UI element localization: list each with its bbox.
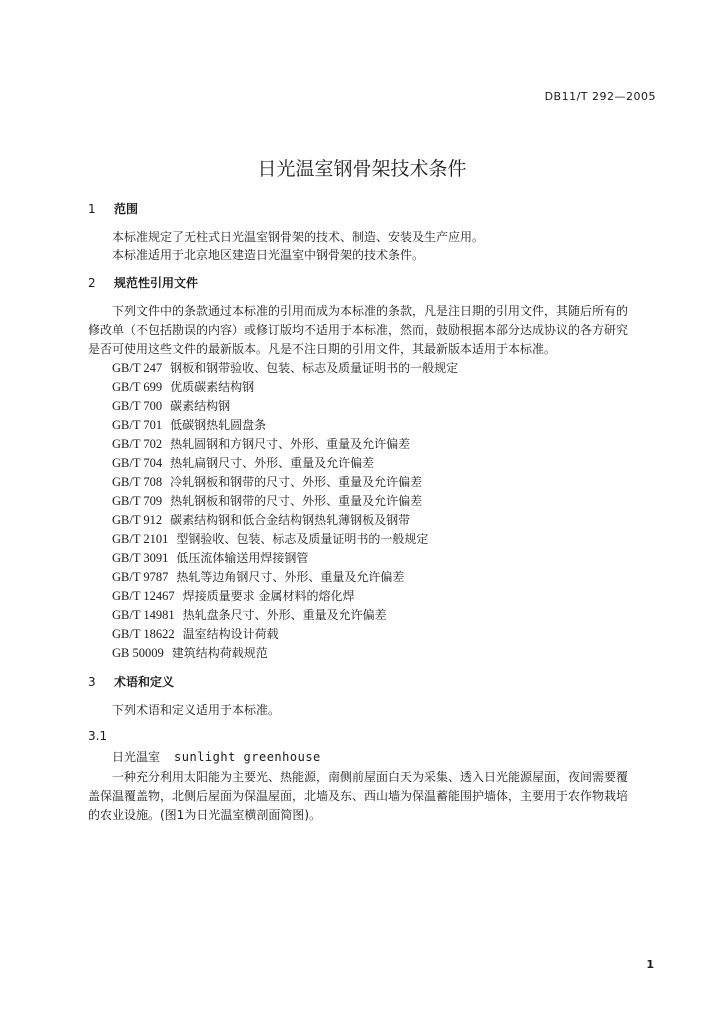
paragraph: 本标准适用于北京地区建造日光温室中钢骨架的技术条件。 [112, 248, 425, 262]
reference-title: 低压流体输送用焊接钢管 [176, 551, 309, 565]
reference-title: 碳素结构钢 [170, 399, 231, 413]
reference-item [112, 644, 268, 661]
paragraph: 一种充分利用太阳能为主要光、热能源，南侧前屋面白天为采集、透入日光能源屋面，夜间需要覆 [112, 770, 629, 784]
paragraph: 盖保温覆盖物，北侧后屋面为保温屋面，北墙及东、西山墙为保温蓄能围护墙体，主要用于农作物栽培 [88, 789, 629, 803]
reference-title: 热轧圆钢和方钢尺寸、外形、重量及允许偏差 [170, 437, 411, 451]
section-title: 术语和定义 [114, 675, 175, 689]
paragraph: 是否可使用这些文件的最新版本。凡是不注日期的引用文件，其最新版本适用于本标准。 [88, 342, 557, 356]
reference-title: 建筑结构荷载规范 [171, 646, 268, 660]
section-number: 1 [88, 202, 96, 216]
reference-code: GB/T 709 [112, 494, 163, 508]
reference-code: GB/T 700 [112, 399, 163, 413]
reference-item [112, 606, 387, 623]
term-entry [112, 748, 321, 765]
section-3-heading [88, 673, 174, 690]
reference-title: 热轧盘条尺寸、外形、重量及允许偏差 [182, 608, 387, 622]
reference-item [112, 416, 266, 433]
standard-code: DB11/T 292—2005 [544, 90, 656, 103]
reference-item [112, 587, 354, 604]
reference-item [112, 359, 458, 376]
reference-code: GB/T 708 [112, 475, 163, 489]
reference-item [112, 511, 410, 528]
subsection-number: 3.1 [88, 729, 108, 743]
reference-code: GB/T 18622 [112, 627, 175, 641]
section-number: 2 [88, 276, 96, 290]
paragraph: 的农业设施。(图1为日光温室横剖面简图)。 [88, 808, 321, 822]
reference-code: GB/T 3091 [112, 551, 169, 565]
paragraph: 本标准规定了无柱式日光温室钢骨架的技术、制造、安装及生产应用。 [112, 230, 485, 244]
paragraph: 下列文件中的条款通过本标准的引用而成为本标准的条款，凡是注日期的引用文件，其随后所有的 [112, 304, 629, 318]
reference-title: 热轧扁钢尺寸、外形、重量及允许偏差 [170, 456, 375, 470]
reference-code: GB/T 247 [112, 361, 163, 375]
reference-item [112, 435, 410, 452]
reference-item [112, 473, 422, 490]
section-title: 规范性引用文件 [114, 276, 199, 290]
reference-title: 焊接质量要求 金属材料的熔化焊 [182, 589, 355, 603]
reference-code: GB/T 702 [112, 437, 163, 451]
page-number: 1 [646, 958, 654, 971]
section-number: 3 [88, 675, 96, 689]
reference-item [112, 492, 422, 509]
reference-title: 型钢验收、包装、标志及质量证明书的一般规定 [176, 532, 429, 546]
term-chinese: 日光温室 [112, 750, 161, 764]
reference-code: GB/T 9787 [112, 570, 169, 584]
reference-item [112, 397, 230, 414]
reference-item [112, 568, 404, 585]
reference-item [112, 530, 428, 547]
reference-code: GB 50009 [112, 646, 164, 660]
paragraph: 下列术语和定义适用于本标准。 [112, 703, 281, 717]
reference-title: 冷轧钢板和钢带的尺寸、外形、重量及允许偏差 [170, 475, 423, 489]
reference-title: 温室结构设计荷载 [182, 627, 279, 641]
reference-code: GB/T 699 [112, 380, 163, 394]
reference-item [112, 454, 374, 471]
reference-title: 热轧等边角钢尺寸、外形、重量及允许偏差 [176, 570, 405, 584]
section-1-heading [88, 200, 138, 217]
reference-title: 钢板和钢带验收、包装、标志及质量证明书的一般规定 [170, 361, 459, 375]
reference-code: GB/T 912 [112, 513, 163, 527]
section-title: 范围 [114, 202, 139, 216]
reference-title: 低碳钢热轧圆盘条 [170, 418, 267, 432]
reference-code: GB/T 701 [112, 418, 163, 432]
reference-code: GB/T 12467 [112, 589, 175, 603]
reference-title: 热轧钢板和钢带的尺寸、外形、重量及允许偏差 [170, 494, 423, 508]
reference-item [112, 549, 308, 566]
paragraph: 修改单（不包括勘误的内容）或修订版均不适用于本标准，然而，鼓励根据本部分达成协议的各方研究 [88, 323, 629, 337]
reference-title: 优质碳素结构钢 [170, 380, 255, 394]
term-english: sunlight greenhouse [174, 750, 321, 764]
reference-code: GB/T 704 [112, 456, 163, 470]
reference-item [112, 625, 279, 642]
reference-item [112, 378, 254, 395]
reference-code: GB/T 2101 [112, 532, 169, 546]
section-2-heading [88, 274, 198, 291]
reference-code: GB/T 14981 [112, 608, 175, 622]
document-title: 日光温室钢骨架技术条件 [257, 158, 467, 180]
reference-title: 碳素结构钢和低合金结构钢热轧薄钢板及钢带 [170, 513, 411, 527]
